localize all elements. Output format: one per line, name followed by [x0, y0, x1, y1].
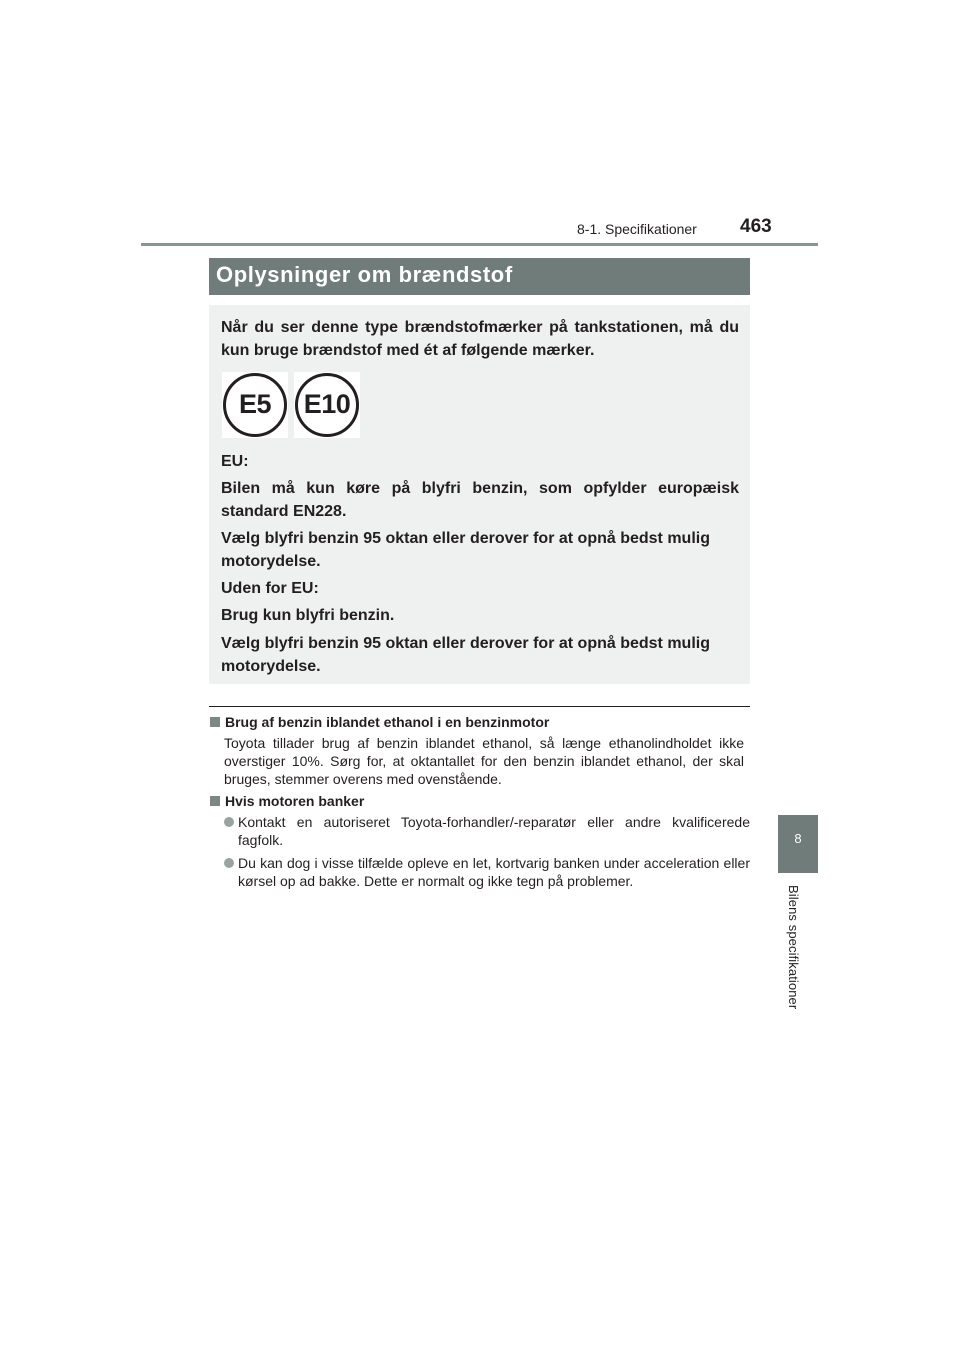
chapter-tab: [778, 815, 818, 873]
header-rule: [141, 243, 818, 246]
round-bullet-icon: [224, 858, 234, 868]
ethanol-text: Toyota tillader brug af benzin iblandet ethanol, så længe ethanolindholdet ikke overstiger 10%. Sørg for, at oktantallet for den benzin iblandet ethanol, der skal bruges, stemmer overens med ovenstående.: [224, 735, 744, 787]
eu-octane-line-1: Vælg blyfri benzin 95 oktan eller derover for at opnå bedst mulig: [221, 530, 710, 547]
eu-text: Bilen må kun køre på blyfri benzin, som opfylder europæisk standard EN228.: [221, 480, 739, 520]
fuel-label-intro: Når du ser denne type brændstofmærker på tankstationen, må du kun bruge brændstof med ét af følgende mærker.: [221, 319, 739, 359]
chapter-label: Bilens specifikationer: [786, 885, 801, 1010]
page-number: 463: [740, 216, 772, 237]
fuel-badge-e10: [294, 372, 360, 438]
ethanol-heading: Brug af benzin iblandet ethanol i en benzinmotor: [210, 714, 549, 730]
square-bullet-icon: [210, 717, 220, 727]
section-title-bar: [209, 258, 750, 295]
eu-octane-line-2: motorydelse.: [221, 553, 321, 570]
square-bullet-icon: [210, 796, 220, 806]
knocking-bullet-2: Du kan dog i visse tilfælde opleve en let, kortvarig banken under acceleration eller kørsel op ad bakke. Dette er normalt og ikke tegn på problemer.: [238, 855, 750, 889]
knocking-heading: Hvis motoren banker: [210, 793, 364, 809]
non-eu-octane-line-2: motorydelse.: [221, 658, 321, 675]
non-eu-label: Uden for EU:: [221, 580, 319, 597]
badge-label: E10: [303, 389, 351, 419]
non-eu-text: Brug kun blyfri benzin.: [221, 607, 395, 624]
eu-label: EU:: [221, 453, 249, 470]
non-eu-octane-line-1: Vælg blyfri benzin 95 oktan eller derover for at opnå bedst mulig: [221, 635, 710, 652]
round-bullet-icon: [224, 817, 234, 827]
header-section-title: 8-1. Specifikationer: [577, 221, 697, 237]
knocking-bullet-1: Kontakt en autoriseret Toyota-forhandler/-reparatør eller andre kvalificerede fagfolk.: [238, 814, 750, 848]
section-divider: [209, 706, 750, 707]
fuel-info-box: [209, 305, 750, 684]
section-title: Oplysninger om brændstof: [216, 262, 513, 287]
fuel-badge-e5: [222, 372, 288, 438]
chapter-number: 8: [794, 831, 802, 846]
badge-label: E5: [238, 389, 272, 419]
